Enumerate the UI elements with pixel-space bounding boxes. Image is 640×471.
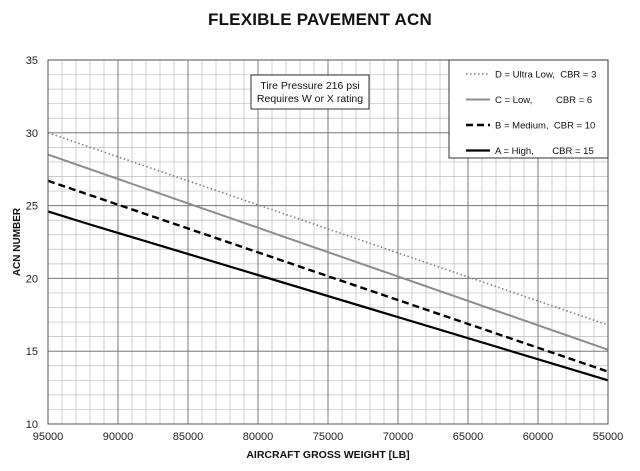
x-tick-label: 55000 [592, 431, 624, 443]
y-tick-label: 30 [25, 127, 38, 140]
legend-label-1: C = Low, CBR = 6 [495, 95, 593, 106]
x-tick-label: 95000 [32, 431, 64, 443]
x-tick-label: 85000 [172, 431, 204, 443]
y-tick-label: 25 [25, 200, 38, 213]
annotation-box [251, 75, 369, 109]
x-tick-label: 60000 [522, 431, 554, 443]
x-axis-label: AIRCRAFT GROSS WEIGHT [LB] [246, 449, 410, 461]
y-axis-label: ACN NUMBER [12, 207, 23, 277]
x-tick-label: 90000 [102, 431, 134, 443]
x-tick-label: 80000 [242, 431, 274, 443]
legend [449, 60, 608, 158]
chart-title: FLEXIBLE PAVEMENT ACN [208, 10, 432, 29]
legend-label-0: D = Ultra Low, CBR = 3 [495, 69, 597, 81]
x-tick-label: 70000 [382, 431, 414, 443]
annotation-line-0: Tire Pressure 216 psi [260, 80, 360, 92]
y-tick-label: 10 [25, 419, 38, 431]
legend-label-2: B = Medium, CBR = 10 [495, 120, 596, 132]
y-tick-label: 35 [25, 55, 38, 67]
y-tick-label: 15 [25, 346, 38, 359]
legend-label-3: A = High, CBR = 15 [495, 146, 594, 157]
annotation-line-1: Requires W or X rating [256, 93, 364, 105]
x-tick-label: 65000 [452, 431, 484, 443]
y-tick-label: 20 [25, 273, 38, 286]
x-tick-label: 75000 [312, 431, 344, 443]
